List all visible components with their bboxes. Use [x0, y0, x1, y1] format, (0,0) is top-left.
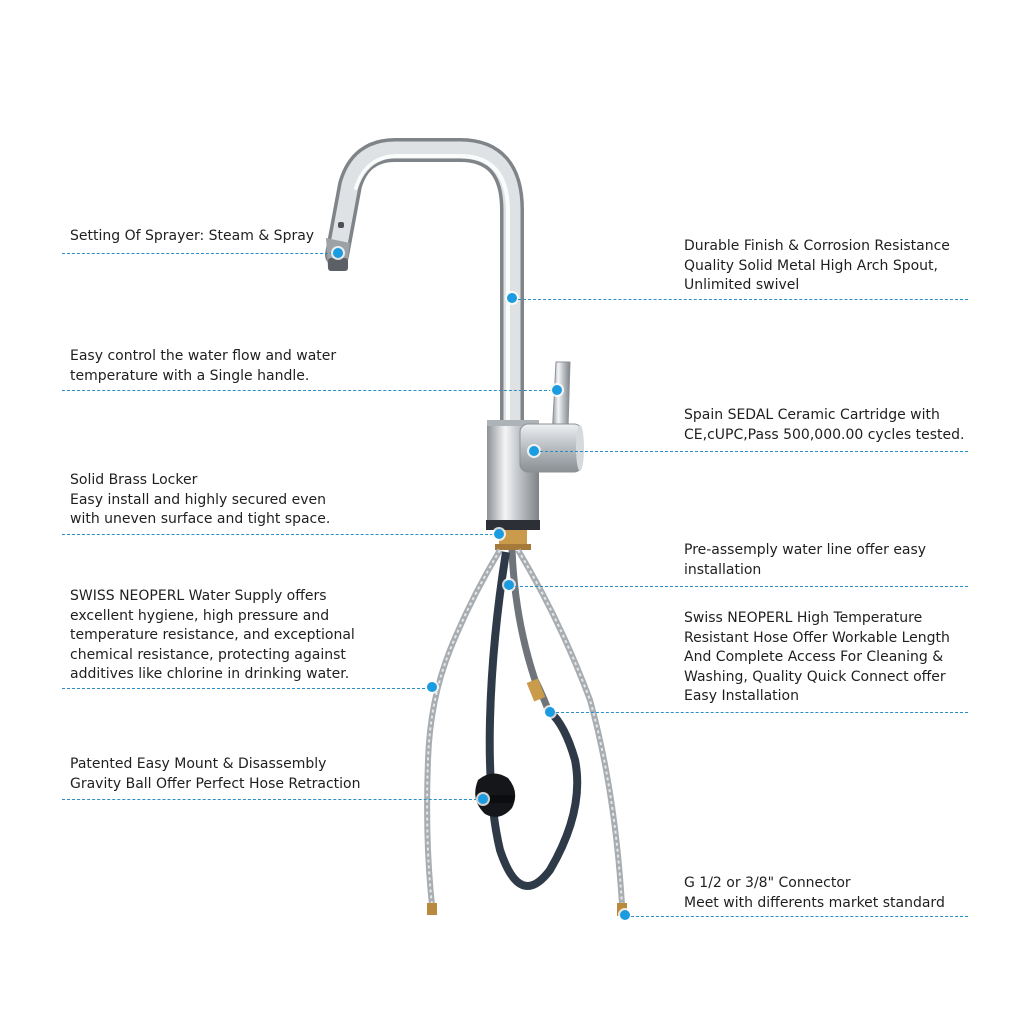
leader-supply: [62, 688, 430, 689]
callout-supply-line: excellent hygiene, high pressure and: [70, 607, 330, 624]
callout-gravity: [70, 755, 360, 794]
marker-hose: [545, 707, 555, 717]
leader-connector: [631, 916, 968, 917]
right-supply-hose: [518, 550, 622, 905]
callout-hose-line: Washing, Quality Quick Connect offer: [684, 668, 946, 685]
callout-supply-line: temperature resistance, and exceptional: [70, 627, 355, 643]
leader-locker: [62, 534, 498, 535]
callout-finish-line: Durable Finish & Corrosion Resistance: [684, 238, 950, 254]
callout-locker: [70, 471, 330, 530]
leader-hose: [556, 712, 968, 713]
callout-gravity-line: Patented Easy Mount & Disassembly: [70, 756, 327, 772]
marker-sprayer: [333, 248, 343, 258]
marker-cartridge: [529, 446, 539, 456]
callout-locker-line: Solid Brass Locker: [70, 472, 198, 488]
callout-supply-line: additives like chlorine in drinking water.: [70, 666, 350, 682]
callout-sprayer: [70, 227, 314, 247]
marker-gravity: [478, 794, 488, 804]
callout-hose-line: Swiss NEOPERL High Temperature: [684, 610, 923, 626]
callout-locker-line: Easy install and highly secured even: [70, 491, 327, 508]
marker-handle: [552, 385, 562, 395]
leader-gravity: [62, 799, 482, 800]
leader-finish: [518, 299, 968, 300]
callout-supply: [70, 587, 355, 685]
marker-supply: [427, 682, 437, 692]
marker-locker: [494, 529, 504, 539]
callout-sprayer-line: Setting Of Sprayer: Steam & Spray: [70, 228, 315, 244]
base-ring: [486, 520, 540, 530]
callout-cartridge-line: CE,cUPC,Pass 500,000.00 cycles tested.: [684, 426, 965, 443]
callout-supply-line: chemical resistance, protecting against: [70, 646, 346, 663]
callout-hose-line: And Complete Access For Cleaning &: [684, 649, 944, 665]
callout-connector-line: G 1/2 or 3/8" Connector: [684, 875, 851, 891]
leader-sprayer: [62, 253, 338, 254]
callout-handle-line: temperature with a Single handle.: [70, 367, 310, 384]
callout-finish-line: Quality Solid Metal High Arch Spout,: [684, 257, 938, 274]
callout-connector: [684, 874, 945, 913]
callout-locker-line: with uneven surface and tight space.: [70, 511, 331, 527]
callout-hose-line: Resistant Hose Offer Workable Length: [684, 629, 950, 646]
callout-handle-line: Easy control the water flow and water: [70, 348, 337, 364]
callout-finish-line: Unlimited swivel: [684, 277, 800, 293]
callout-preassembly-line: installation: [684, 561, 762, 578]
pulldown-hose-loop: [490, 552, 578, 886]
callout-preassembly: [684, 541, 926, 580]
marker-preassembly: [504, 580, 514, 590]
leader-preassembly: [515, 586, 968, 587]
callout-hose: [684, 609, 950, 707]
callout-supply-line: SWISS NEOPERL Water Supply offers: [70, 588, 327, 604]
callout-cartridge: [684, 406, 965, 445]
spout-arch: [337, 150, 512, 420]
callout-preassembly-line: Pre-assemply water line offer easy: [684, 542, 927, 558]
marker-finish: [507, 293, 517, 303]
callout-handle: [70, 347, 336, 386]
callout-hose-line: Easy Installation: [684, 688, 799, 704]
leader-cartridge: [540, 451, 968, 452]
callout-connector-line: Meet with differents market standard: [684, 894, 945, 911]
leader-handle: [62, 390, 552, 391]
callout-finish: [684, 237, 950, 296]
callout-cartridge-line: Spain SEDAL Ceramic Cartridge with: [684, 407, 940, 423]
marker-connector: [620, 910, 630, 920]
callout-gravity-line: Gravity Ball Offer Perfect Hose Retraction: [70, 775, 361, 792]
